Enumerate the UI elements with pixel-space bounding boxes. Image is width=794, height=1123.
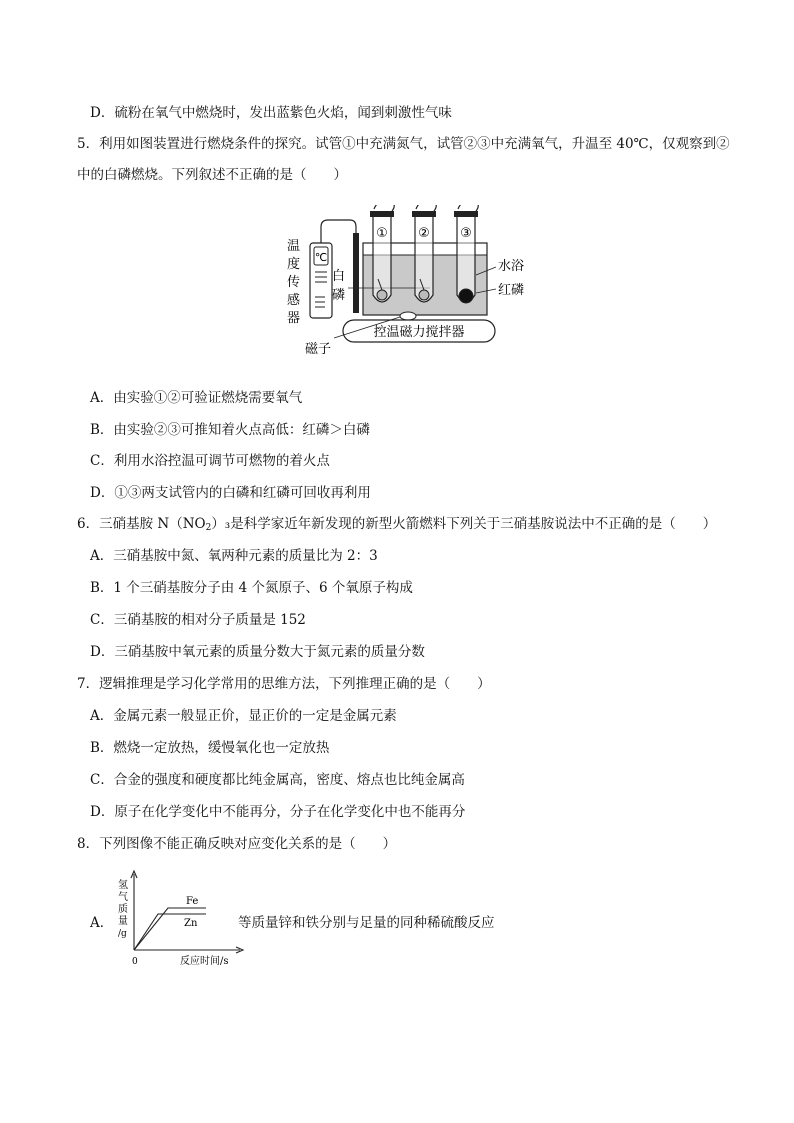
temperature-probe	[353, 233, 359, 313]
q6-stem: 6．三硝基胺 $N(NO_2)_3$是科学家近年新发现的新型火箭燃料下列关于三硝基胺说法中不正确的是（ ）	[77, 516, 717, 533]
y-label-1: 氢	[118, 880, 128, 891]
q7-option-c: C．合金的强度和硬度都比纯金属高，密度、熔点也比纯金属高	[90, 772, 465, 788]
sensor-label-5: 器	[287, 311, 301, 326]
series-zn-label: Zn	[184, 918, 198, 929]
tube-label-3: ③	[460, 226, 472, 241]
q8-option-a-label: A．	[90, 915, 114, 931]
q8-option-a-text: 等质量锌和铁分别与足量的同种稀硫酸反应	[238, 915, 495, 931]
tube-label-2: ②	[418, 226, 430, 241]
q7-option-a: A．金属元素一般显正价，显正价的一定是金属元素	[90, 708, 397, 724]
y-label-4: 量	[118, 916, 128, 927]
combustion-apparatus-figure	[270, 205, 540, 360]
q7-option-d: D．原子在化学变化中不能再分，分子在化学变化中也不能再分	[90, 804, 466, 820]
hydrogen-mass-graph	[112, 868, 247, 973]
q6-option-c: C．三硝基胺的相对分子质量是 152	[90, 612, 306, 628]
red-phosphorus-label: 红磷	[498, 283, 525, 298]
x-label: 反应时间/s	[180, 956, 229, 967]
white-phosphorus-label-1: 白	[332, 269, 346, 284]
y-label-2: 气	[118, 892, 128, 903]
y-label-3: 质	[118, 904, 128, 915]
q5-option-a: A．由实验①②可验证燃烧需要氧气	[90, 390, 303, 406]
sensor-label-4: 感	[287, 293, 301, 308]
q6-option-a: A．三硝基胺中氮、氧两种元素的质量比为 2：3	[90, 548, 378, 564]
tube-label-1: ①	[376, 226, 388, 241]
q7-stem: 7．逻辑推理是学习化学常用的思维方法，下列推理正确的是（ ）	[77, 676, 491, 692]
q5-option-d: D．①③两支试管内的白磷和红磷可回收再利用	[90, 485, 371, 501]
q4-option-d: D．硫粉在氧气中燃烧时，发出蓝紫色火焰，闻到刺激性气味	[90, 105, 452, 121]
water-bath-label: 水浴	[498, 259, 525, 274]
sensor-label-2: 度	[287, 257, 301, 272]
stirrer-label: 控温磁力搅拌器	[373, 325, 465, 340]
q5-stem-line2: 中的白磷燃烧。下列叙述不正确的是（ ）	[77, 167, 347, 183]
red-phosphorus	[459, 289, 473, 303]
q5-stem-line1: 5．利用如图装置进行燃烧条件的探究。试管①中充满氮气，试管②③中充满氧气，升温至 40℃，仅观察到②	[77, 136, 730, 152]
q7-option-b: B．燃烧一定放热，缓慢氧化也一定放热	[90, 740, 330, 756]
sensor-label-3: 传	[287, 275, 301, 290]
q6-option-b: B．1 个三硝基胺分子由 4 个氮原子、6 个氧原子构成	[90, 580, 413, 596]
sensor-unit: ℃	[314, 251, 328, 264]
origin-label: 0	[132, 957, 138, 967]
q8-stem: 8．下列图像不能正确反映对应变化关系的是（ ）	[77, 836, 397, 852]
q6-option-d: D．三硝基胺中氧元素的质量分数大于氮元素的质量分数	[90, 644, 425, 660]
test-tube-1	[370, 205, 394, 302]
q5-option-c: C．利用水浴控温可调节可燃物的着火点	[90, 453, 330, 469]
sensor-label-1: 温	[287, 239, 301, 254]
test-tube-2	[412, 205, 436, 302]
magnet-label: 磁子	[305, 342, 332, 357]
magnet-bar	[400, 312, 416, 320]
test-tube-3	[454, 205, 478, 303]
series-fe-label: Fe	[186, 896, 199, 907]
q5-option-b: B．由实验②③可推知着火点高低：红磷＞白磷	[90, 422, 370, 438]
y-label-5: /g	[118, 929, 127, 939]
white-phosphorus-label-2: 磷	[332, 288, 346, 303]
